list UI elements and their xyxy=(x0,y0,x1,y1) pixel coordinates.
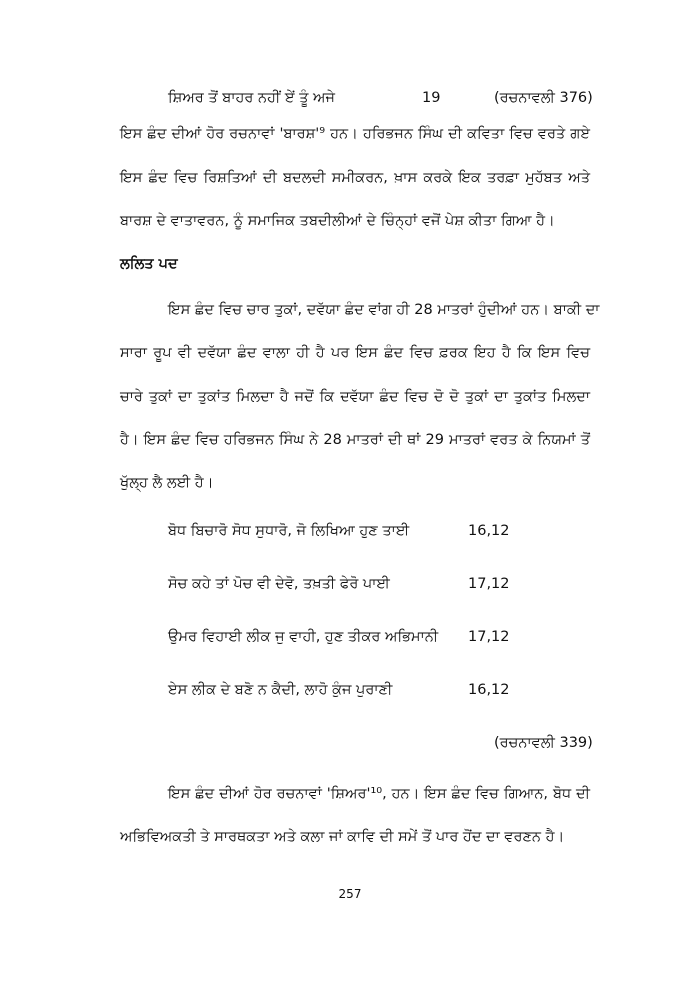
section-heading: ਲਲਿਤ ਪਦ xyxy=(120,256,178,272)
paragraph-line: ਅਭਿਵਿਅਕਤੀ ਤੇ ਸਾਰਥਕਤਾ ਅਤੇ ਕਲਾ ਜਾਂ ਕਾਵਿ ਦੀ ਸਮੇਂ ਤੋਂ ਪਾਰ ਹੋਂਦ ਦਾ ਵਰਣਨ ਹੈ। xyxy=(120,829,565,845)
paragraph-line: ਇਸ ਛੰਦ ਵਿਚ ਚਾਰ ਤੁਕਾਂ, ਦਵੱਯਾ ਛੰਦ ਵਾਂਗ ਹੀ 28 ਮਾਤਰਾਂ ਹੁੰਦੀਆਂ ਹਨ। ਬਾਕੀ ਦਾ xyxy=(168,302,600,318)
verse-count: 17,12 xyxy=(468,576,510,592)
paragraph-line: ਸਾਰਾ ਰੂਪ ਵੀ ਦਵੱਯਾ ਛੰਦ ਵਾਲਾ ਹੀ ਹੈ ਪਰ ਇਸ ਛੰਦ ਵਿਚ ਫ਼ਰਕ ਇਹ ਹੈ ਕਿ ਇਸ ਵਿਚ xyxy=(120,345,590,361)
verse-line: ਸ਼ਿਅਰ ਤੋਂ ਬਾਹਰ ਨਹੀਂ ਏਂ ਤੂੰ ਅਜੇ xyxy=(168,90,335,106)
paragraph-line: ਇਸ ਛੰਦ ਦੀਆਂ ਹੋਰ ਰਚਨਾਵਾਂ 'ਸ਼ਿਅਰ'¹⁰, ਹਨ। ਇਸ ਛੰਦ ਵਿਚ ਗਿਆਨ, ਬੋਧ ਦੀ xyxy=(168,786,590,802)
paragraph-line: ਇਸ ਛੰਦ ਦੀਆਂ ਹੋਰ ਰਚਨਾਵਾਂ 'ਬਾਰਸ਼'⁹ ਹਨ। ਹਰਿਭਜਨ ਸਿੰਘ ਦੀ ਕਵਿਤਾ ਵਿਚ ਵਰਤੇ ਗਏ xyxy=(120,126,590,142)
paragraph-line: ਬਾਰਸ਼ ਦੇ ਵਾਤਾਵਰਨ, ਨੂੰ ਸਮਾਜਿਕ ਤਬਦੀਲੀਆਂ ਦੇ ਚਿੰਨ੍ਹਾਂ ਵਜੋਂ ਪੇਸ਼ ਕੀਤਾ ਗਿਆ ਹੈ। xyxy=(120,213,555,229)
verse-line: ਏਸ ਲੀਕ ਦੇ ਬਣੋ ਨ ਕੈਦੀ, ਲਾਹੋ ਕੁੰਜ ਪੁਰਾਣੀ xyxy=(168,682,393,698)
verse-count: 17,12 xyxy=(468,629,510,645)
verse-reference: (ਰਚਨਾਵਲੀ 339) xyxy=(494,735,593,751)
verse-count: 19 xyxy=(422,90,441,106)
verse-line: ਬੋਧ ਬਿਚਾਰੋ ਸੋਧ ਸੁਧਾਰੋ, ਜੋ ਲਿਖਿਆ ਹੁਣ ਤਾਈ xyxy=(168,523,410,539)
paragraph-line: ਖੁੱਲ੍ਹ ਲੈ ਲਈ ਹੈ। xyxy=(120,475,214,491)
verse-line: ਉਮਰ ਵਿਹਾਈ ਲੀਕ ਜੁ ਵਾਹੀ, ਹੁਣ ਤੀਕਰ ਅਭਿਮਾਨੀ xyxy=(168,629,439,645)
paragraph-line: ਚਾਰੇ ਤੁਕਾਂ ਦਾ ਤੁਕਾਂਤ ਮਿਲਦਾ ਹੈ ਜਦੋਂ ਕਿ ਦਵੱਯਾ ਛੰਦ ਵਿਚ ਦੋ ਦੋ ਤੁਕਾਂ ਦਾ ਤੁਕਾਂਤ ਮਿਲਦਾ xyxy=(120,389,590,405)
paragraph-line: ਹੈ। ਇਸ ਛੰਦ ਵਿਚ ਹਰਿਭਜਨ ਸਿੰਘ ਨੇ 28 ਮਾਤਰਾਂ ਦੀ ਥਾਂ 29 ਮਾਤਰਾਂ ਵਰਤ ਕੇ ਨਿਯਮਾਂ ਤੋਂ xyxy=(120,432,590,448)
verse-line: ਸੋਚ ਕਹੇ ਤਾਂ ਪੋਚ ਵੀ ਦੇਵੋ, ਤਖ਼ਤੀ ਫੇਰੋ ਪਾਈ xyxy=(168,576,390,592)
verse-reference: (ਰਚਨਾਵਲੀ 376) xyxy=(494,90,593,106)
paragraph-line: ਇਸ ਛੰਦ ਵਿਚ ਰਿਸ਼ਤਿਆਂ ਦੀ ਬਦਲਦੀ ਸਮੀਕਰਨ, ਖ਼ਾਸ ਕਰਕੇ ਇਕ ਤਰਫ਼ਾ ਮੁਹੱਬਤ ਅਤੇ xyxy=(120,170,590,186)
page-number: 257 xyxy=(338,887,362,901)
verse-count: 16,12 xyxy=(468,523,510,539)
verse-count: 16,12 xyxy=(468,682,510,698)
